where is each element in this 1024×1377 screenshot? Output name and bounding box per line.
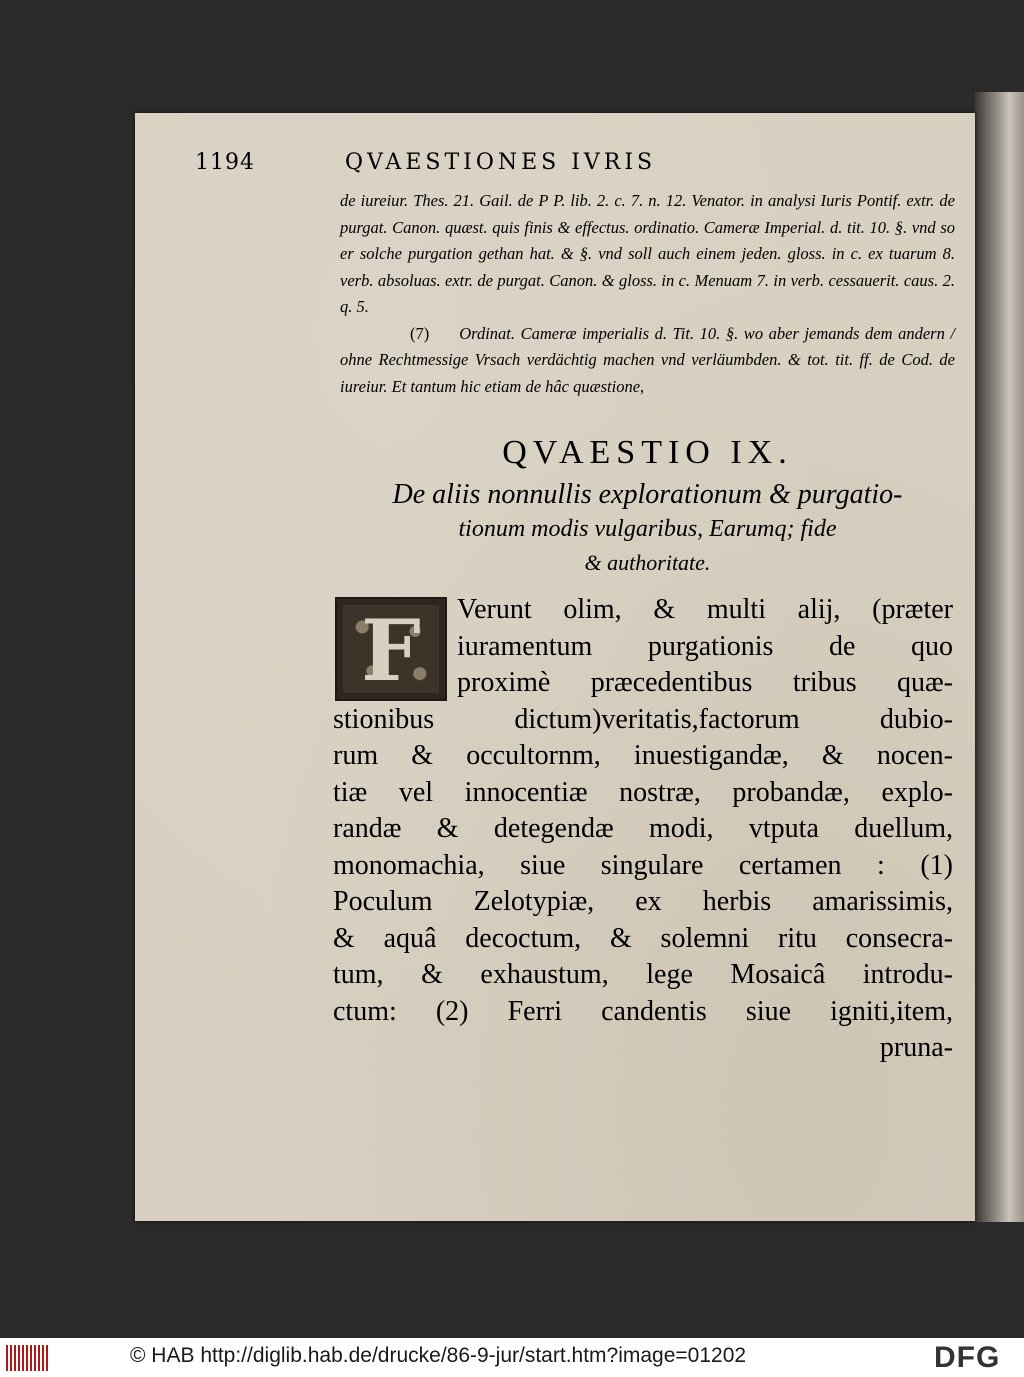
- dfg-logo: DFG: [934, 1341, 1001, 1374]
- initial-letter: F: [361, 601, 421, 700]
- footnote-7: [340, 321, 955, 401]
- subtitle-line: De aliis nonnullis explorationum & purgatio-: [392, 479, 903, 510]
- body-line: iuramentum purgationis de quo: [457, 630, 953, 662]
- copyright-url[interactable]: © HAB http://diglib.hab.de/drucke/86-9-jur/start.htm?image=01202: [130, 1344, 747, 1367]
- page-number: 1194: [195, 150, 255, 175]
- subtitle-line: tionum modis vulgaribus, Earumq; fide: [458, 516, 837, 542]
- body-line: rum & occultornm, inuestigandæ, & nocen-: [333, 740, 953, 771]
- running-head: [195, 150, 955, 186]
- running-title: QVAESTIONES IVRIS: [345, 150, 657, 175]
- body-line: Verunt olim, & multi alij, (præter: [457, 594, 953, 625]
- footnote-marker: (7): [410, 323, 430, 343]
- body-line: Poculum Zelotypiæ, ex herbis amarissimis,: [333, 886, 953, 917]
- catchword: pruna-: [879, 1032, 953, 1063]
- body-line: tum, & exhaustum, lege Mosaicâ introdu-: [333, 959, 953, 990]
- body-text: [333, 592, 953, 1067]
- next-page-edge: [975, 92, 1024, 1222]
- body-line: ctum: (2) Ferri candentis siue igniti,item,: [333, 995, 953, 1027]
- question-heading: QVAESTIO IX.: [502, 434, 793, 471]
- hab-logo-icon: [6, 1345, 48, 1371]
- body-line: tiæ vel innocentiæ nostræ, probandæ, explo-: [333, 776, 953, 808]
- footnote-7-text: Ordinat. Cameræ imperialis d. Tit. 10. §. wo aber jemands dem andern / ohne Rechtmessige Vrsach verdächtig machen vnd verläumbden. & tot. tit. ff. de Cod. de iureiur. Et tantum hic etiam de hâc quæstione,: [340, 323, 955, 396]
- body-line: stionibus dictum)veritatis,factorum dubio-: [333, 703, 953, 735]
- body-line: monomachia, siue singulare certamen : (1): [333, 849, 953, 881]
- body-line: proximè præcedentibus tribus quæ-: [457, 667, 953, 698]
- body-line: & aquâ decoctum, & solemni ritu consecra-: [333, 922, 953, 954]
- question-subtitle: [340, 478, 955, 580]
- subtitle-line: & authoritate.: [584, 550, 711, 575]
- footnotes-block: [340, 188, 955, 400]
- footnote-text: de iureiur. Thes. 21. Gail. de P P. lib. 2. c. 7. n. 12. Venator. in analysi Iuris Pontif. extr. de purgat. Canon. quæst. quis finis & effectus. ordinatio. Cameræ Imperial. d. tit. 10. §. vnd so er solche purgation gethan hat. & §. vnd soll auch einem jeden. gloss. in c. ex tuarum 8. verb. absoluas. extr. de purgat. Canon. & gloss. in c. Menuam 7. in verb. cessauerit. caus. 2. q. 5.: [340, 191, 955, 316]
- footer-bar: [0, 1338, 1024, 1377]
- body-line: randæ & detegendæ modi, vtputa duellum,: [333, 813, 953, 844]
